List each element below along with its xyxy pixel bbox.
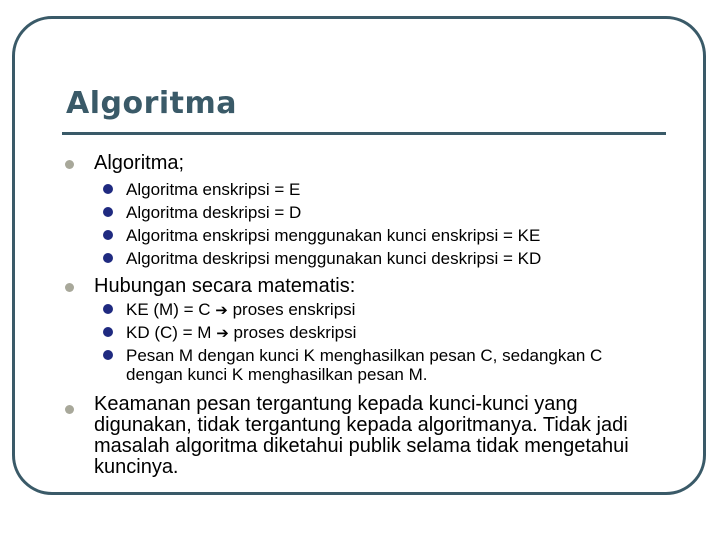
item-1-sub-2: Algoritma deskripsi = D xyxy=(126,203,302,222)
sub-bullet-2-2 xyxy=(103,327,113,337)
item-1-sub-4: Algoritma deskripsi menggunakan kunci deskripsi = KD xyxy=(126,249,542,268)
equation-ke: KE (M) = C xyxy=(126,300,211,319)
slide-title: Algoritma xyxy=(66,86,238,121)
sub-bullet-1-3 xyxy=(103,230,113,240)
item-1-text: Algoritma; xyxy=(94,152,185,174)
arrow-right-icon: ➔ xyxy=(216,324,229,342)
item-2-sub-3: Pesan M dengan kunci K menghasilkan pesan C, sedangkan C dengan kunci K menghasilkan pesan M. xyxy=(126,346,603,384)
bullet-1 xyxy=(65,160,74,169)
sub-bullet-2-3 xyxy=(103,350,113,360)
sub-bullet-2-1 xyxy=(103,304,113,314)
sub-bullet-1-4 xyxy=(103,253,113,263)
item-3-text: Keamanan pesan tergantung kepada kunci-kunci yang digunakan, tidak tergantung kepada algoritmanya. Tidak jadi masalah algoritma diketahui publik selama tidak mengetahui kuncinya. xyxy=(94,393,629,478)
item-2-sub-1 xyxy=(126,300,646,320)
item-1-sub-1: Algoritma enskripsi = E xyxy=(126,180,301,199)
arrow-right-icon: ➔ xyxy=(215,301,228,319)
process-encrypt: proses enskripsi xyxy=(232,300,356,319)
item-2-sub-2 xyxy=(126,323,646,343)
sub-bullet-1-2 xyxy=(103,207,113,217)
bullet-3 xyxy=(65,405,74,414)
sub-bullet-1-1 xyxy=(103,184,113,194)
item-1-sub-3: Algoritma enskripsi menggunakan kunci enskripsi = KE xyxy=(126,226,541,245)
equation-kd: KD (C) = M xyxy=(126,323,212,342)
bullet-2 xyxy=(65,283,74,292)
item-2-text: Hubungan secara matematis: xyxy=(94,275,356,297)
process-decrypt: proses deskripsi xyxy=(233,323,357,342)
